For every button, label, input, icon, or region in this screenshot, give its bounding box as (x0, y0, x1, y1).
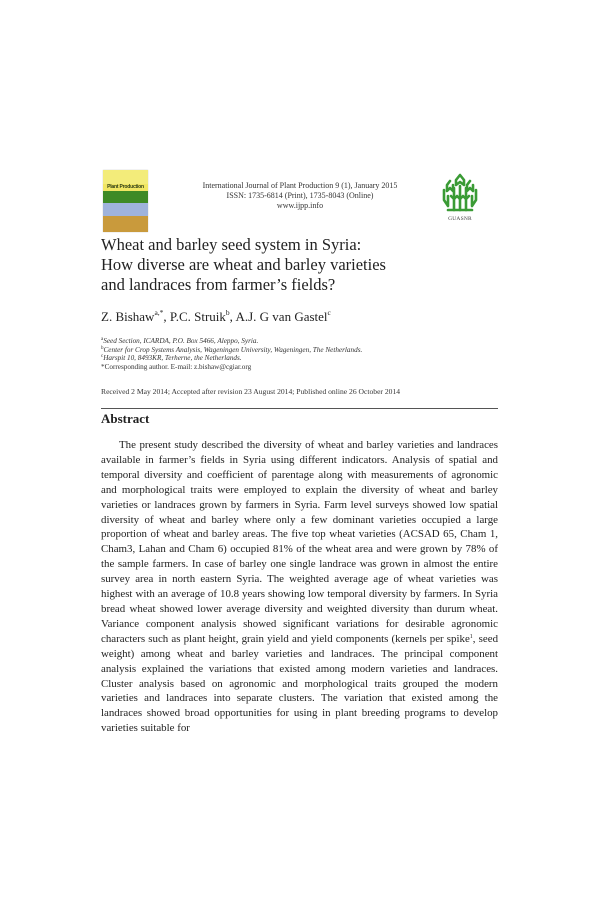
affiliation (101, 354, 501, 363)
author-separator: , (229, 309, 236, 324)
author-affiliation-mark: a,* (154, 308, 164, 317)
author-affiliation-mark: b (225, 308, 230, 317)
journal-cover-image (103, 170, 148, 232)
journal-issn: ISSN: 1735-6814 (Print), 1735-8043 (Online) (226, 191, 374, 200)
abstract-heading: Abstract (101, 411, 150, 426)
affiliations (101, 337, 501, 371)
author-affiliation-mark: c (327, 308, 331, 317)
author-name: A.J. G van Gastel (235, 309, 328, 324)
affiliation-text: Seed Section, ICARDA, P.O. Box 5466, Aleppo, Syria. (103, 337, 259, 345)
affiliation-text: Harspit 10, 8493KR, Terherne, the Netherlands. (103, 354, 242, 363)
title-line: How diverse are wheat and barley varieties (101, 255, 386, 274)
corresponding-author: *Corresponding author. E-mail: z.bishaw@cgiar.org (101, 362, 252, 371)
cover-water (103, 203, 148, 216)
author-separator: , (163, 309, 170, 324)
journal-header (160, 181, 440, 211)
publisher-logo (440, 172, 480, 224)
abstract-text-part: , seed weight) among wheat and barley varieties and landraces. The principal component analysis explained the variations that existed among modern varieties and landraces. Cluster analysis based on agronomic and morphological traits grouped the modern varieties and landraces into separate clusters. The variation that existed among the landraces showed broad opportunities for using in plant breeding programs to develop varieties suitable for (101, 632, 499, 735)
author-name: Z. Bishaw (101, 309, 155, 324)
wheat-logo-icon (440, 172, 480, 216)
cover-soil (103, 216, 148, 232)
affiliation (101, 346, 501, 355)
journal-website[interactable]: www.ijpp.info (276, 201, 324, 210)
title-line: Wheat and barley seed system in Syria: (101, 235, 362, 254)
author-list (101, 309, 331, 325)
author-name: P.C. Struik (169, 309, 226, 324)
article-title (101, 235, 431, 295)
journal-citation: International Journal of Plant Production 9 (1), January 2015 (202, 181, 398, 190)
publication-dates: Received 2 May 2014; Accepted after revision 23 August 2014; Published online 26 October 2014 (101, 387, 401, 396)
title-line: and landraces from farmer’s fields? (101, 275, 336, 294)
publisher-logo-text: GUASNR (448, 216, 472, 222)
affiliation-mark: b (101, 345, 104, 351)
cover-sky (103, 170, 148, 184)
affiliation-mark: a (101, 337, 104, 342)
cover-title-strip (103, 184, 148, 191)
footnote-mark: 1 (469, 633, 473, 640)
cover-field (103, 191, 148, 203)
affiliation-mark: c (101, 354, 104, 360)
cover-title: Plant Production (107, 184, 144, 190)
abstract-text-part: The present study described the diversity of wheat and barley varieties and landraces available in farmer’s fields in Syria using different indicators. Analysis of spatial and temporal diversity and coefficient of parentage along with measurements of agronomic and morphological traits were employed to explain the diversity of wheat and barley varieties or landraces grown by farmers in Syria. Farm level surveys showed low spatial diversity of wheat and barley where only a few dominant varieties occupied a large proportion of wheat and barley areas. The five top wheat varieties (ACSAD 65, Cham 1, Cham3, Lahan and Cham 6) occupied 81% of the wheat area and were grown by 78% of the sample farmers. In case of barley one single landrace was grown in almost the entire survey area in north eastern Syria. The weighted average age of wheat varieties was highest with an average of 10.8 years showing low temporal diversity by farmers. In Syria bread wheat showed lower average diversity and weighted diversity than durum wheat. Variance component analysis showed significant variations for desirable agronomic characters such as plant height, grain yield and yield components (kernels per spike (101, 439, 498, 645)
abstract-text (101, 438, 498, 736)
affiliation-text: Center for Crop Systems Analysis, Wageningen University, Wageningen, The Netherlands. (103, 345, 363, 354)
section-divider (101, 408, 498, 409)
affiliation (101, 337, 501, 346)
